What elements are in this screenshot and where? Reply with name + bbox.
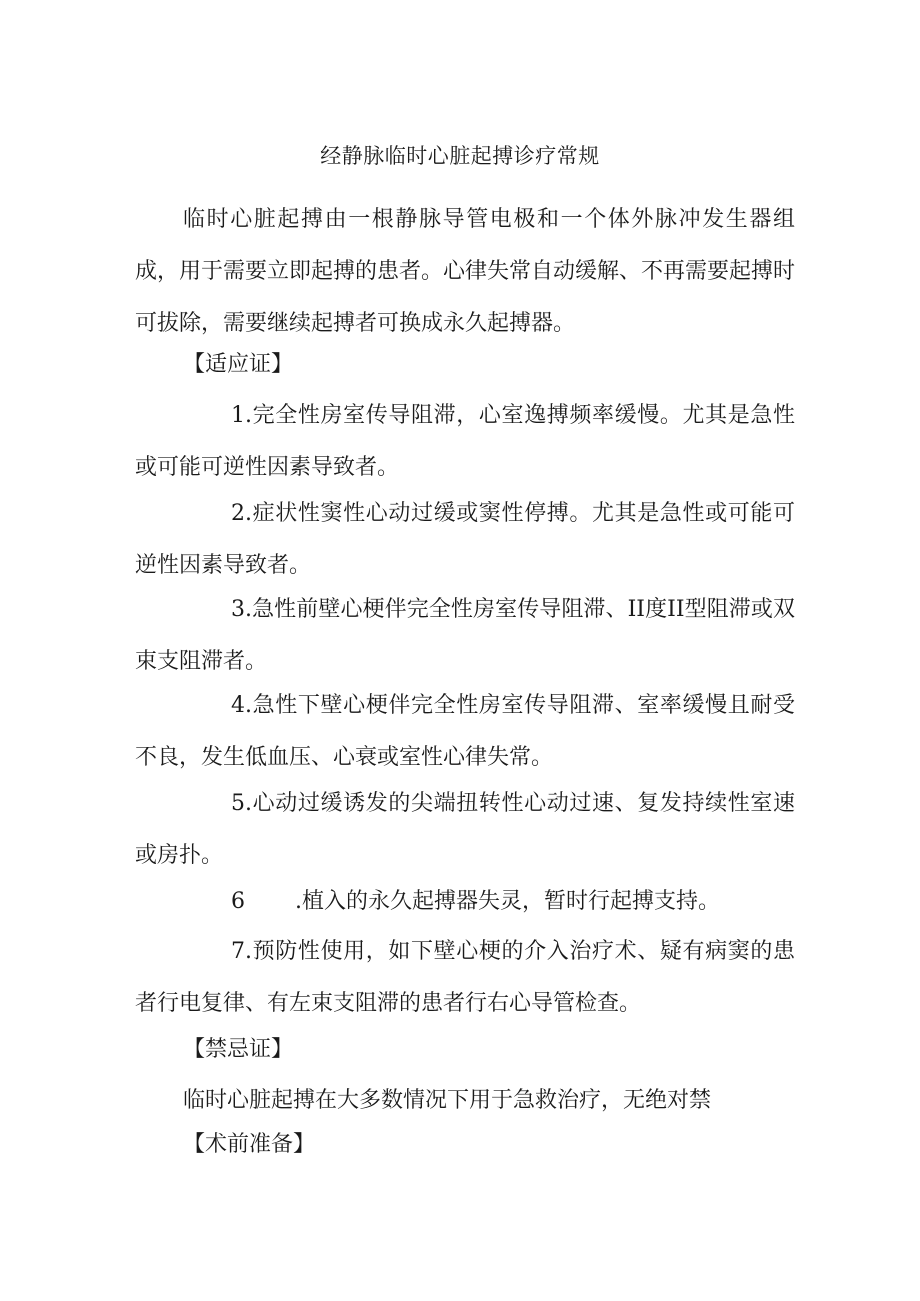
indication-item-1 bbox=[135, 390, 795, 494]
contraindications-heading: 【禁忌证】 bbox=[183, 1037, 294, 1062]
indications-heading: 【适应证】 bbox=[183, 352, 294, 377]
indication-item-7 bbox=[135, 926, 795, 1030]
indication-item-3 bbox=[135, 584, 795, 688]
item-number: 3 bbox=[231, 597, 245, 622]
item-text: .完全性房室传导阻滞，心室逸搏频率缓慢。尤其是急性或可能可逆性因素导致者。 bbox=[135, 403, 795, 480]
item-text: .症状性窦性心动过缓或窦性停搏。尤其是急性或可能可逆性因素导致者。 bbox=[135, 501, 795, 578]
item-number: 5 bbox=[231, 791, 245, 816]
indication-item-2 bbox=[135, 488, 795, 592]
item-text: .植入的永久起搏器失灵，暂时行起搏支持。 bbox=[295, 889, 720, 914]
item-text: .急性下壁心梗伴完全性房室传导阻滞、室率缓慢且耐受不良，发生低血压、心衰或室性心律失常。 bbox=[135, 693, 795, 770]
indication-item-6 bbox=[135, 876, 795, 928]
item-number: 6 bbox=[231, 889, 245, 914]
item-text: .急性前壁心梗伴完全性房室传导阻滞、II度II型阻滞或双束支阻滞者。 bbox=[135, 597, 795, 674]
item-number: 1 bbox=[231, 403, 245, 428]
preparation-heading: 【术前准备】 bbox=[183, 1132, 316, 1157]
document-title: 经静脉临时心脏起搏诊疗常规 bbox=[320, 144, 600, 168]
indication-item-4 bbox=[135, 680, 795, 784]
item-text: .心动过缓诱发的尖端扭转性心动过速、复发持续性室速或房扑。 bbox=[135, 791, 795, 868]
contraindications-paragraph: 临时心脏起搏在大多数情况下用于急救治疗，无绝对禁 bbox=[183, 1088, 712, 1113]
item-number: 4 bbox=[231, 693, 245, 718]
indication-item-5 bbox=[135, 778, 795, 882]
item-number: 7 bbox=[231, 939, 245, 964]
item-text: .预防性使用，如下壁心梗的介入治疗术、疑有病窦的患者行电复律、有左束支阻滞的患者行右心导管检查。 bbox=[135, 939, 795, 1016]
item-number: 2 bbox=[231, 501, 245, 526]
intro-paragraph: 临时心脏起搏由一根静脉导管电极和一个体外脉冲发生器组成，用于需要立即起搏的患者。心律失常自动缓解、不再需要起搏时可拔除，需要继续起搏者可换成永久起搏器。 bbox=[135, 207, 796, 336]
